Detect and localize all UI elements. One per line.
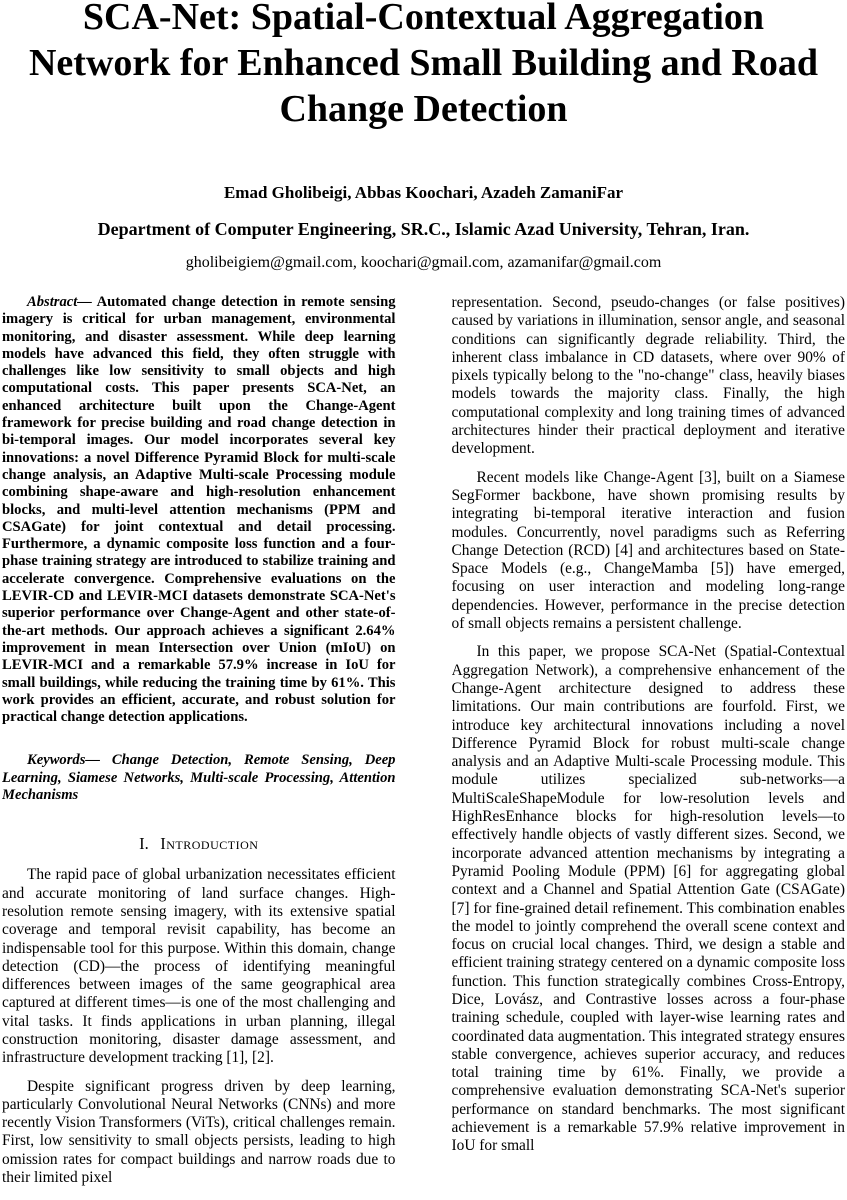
intro-paragraph-3: Recent models like Change-Agent [3], built on a Siamese SegFormer backbone, have shown promising results by integrating bi-temporal iterative interaction and fusion modules. Concurrently, novel paradigms such as Referring Change Detection (RCD) [4] and architectures based on State-Space Models (e.g., ChangeMamba [5]) have emerged, focusing on user interaction and modeling long-range dependencies. However, performance in the precise detection of small objects remains a persistent challenge. — [451, 468, 845, 633]
intro-paragraph-2: Despite significant progress driven by deep learning, particularly Convolutional Neural Networks (CNNs) and more recently Vision Transformers (ViTs), critical challenges remain. First, low sensitivity to small objects persists, leading to high omission rates for compact buildings and narrow roads due to their limited pixel — [2, 1077, 396, 1187]
two-column-body — [0, 294, 847, 1198]
section-heading-introduction — [2, 834, 396, 854]
section-number: I. — [139, 834, 149, 854]
keywords-paragraph — [2, 752, 396, 804]
intro-paragraph-4: In this paper, we propose SCA-Net (Spatial-Contextual Aggregation Network), a comprehensive enhancement of the Change-Agent architecture designed to address these limitations. Our main contributions are fourfold. First, we introduce key architectural innovations including a novel Difference Pyramid Block for robust multi-scale change analysis and an Adaptive Multi-scale Processing module. This module utilizes specialized sub-networks—a MultiScaleShapeModule for low-resolution levels and HighResEnhance blocks for high-resolution levels—to effectively handle objects of vastly different sizes. Second, we incorporate advanced attention mechanisms by integrating a Pyramid Pooling Module (PPM) [6] for aggregating global context and a Channel and Spatial Attention Gate (CSAGate) [7] for fine-grained detail refinement. This combination enables the model to jointly comprehend the overall scene context and focus on crucial local changes. Third, we design a stable and efficient training strategy centered on a dynamic composite loss function. This function strategically combines Cross-Entropy, Dice, Lovász, and Contrastive losses across a four-phase training schedule, coupled with layer-wise learning rates and coordinated data augmentation. This integrated strategy ensures stable convergence, achieves superior accuracy, and reduces total training time by 61%. Finally, we provide a comprehensive evaluation demonstrating SCA-Net's superior performance on standard benchmarks. The most significant achievement is a remarkable 57.9% relative improvement in IoU for small — [451, 643, 845, 1155]
intro-paragraph-1: The rapid pace of global urbanization necessitates efficient and accurate monitoring of land surface changes. High-resolution remote sensing imagery, with its extensive spatial coverage and temporal revisit capability, has become an indispensable tool for this purpose. Within this domain, change detection (CD)—the process of identifying meaningful differences between images of the same geographical area captured at different times—is one of the most challenging and vital tasks. It finds applications in urban planning, illegal construction monitoring, disaster damage assessment, and infrastructure development tracking [1], [2]. — [2, 866, 396, 1067]
left-column — [2, 294, 396, 1198]
keywords-text: Change Detection, Remote Sensing, Deep Learning, Siamese Networks, Multi-scale Processing, Attention Mechanisms — [2, 752, 396, 804]
right-column — [452, 294, 846, 1198]
abstract-text: Automated change detection in remote sensing imagery is critical for urban management, environmental monitoring, and disaster assessment. While deep learning models have advanced this field, they often struggle with challenges like low sensitivity to small objects and high computational costs. This paper presents SCA-Net, an enhanced architecture built upon the Change-Agent framework for precise building and road change detection in bi-temporal images. Our model incorporates several key innovations: a novel Difference Pyramid Block for multi-scale change analysis, an Adaptive Multi-scale Processing module combining shape-aware and high-resolution enhancement blocks, and multi-level attention mechanisms (PPM and CSAGate) for joint contextual and detail processing. Furthermore, a dynamic composite loss function and a four-phase training strategy are introduced to stabilize training and accelerate convergence. Comprehensive evaluations on the LEVIR-CD and LEVIR-MCI datasets demonstrate SCA-Net's superior performance over Change-Agent and other state-of-the-art methods. Our approach achieves a significant 2.64% improvement in mean Intersection over Union (mIoU) on LEVIR-MCI and a remarkable 57.9% increase in IoU for small buildings, while reducing the training time by 61%. This work provides an efficient, accurate, and robust solution for practical change detection applications. — [2, 294, 396, 726]
paper-title-line-1: SCA-Net: Spatial-Contextual Aggregation — [82, 0, 765, 38]
abstract-paragraph — [2, 294, 396, 726]
paper-title-line-2: Network for Enhanced Small Building and Road — [28, 42, 819, 84]
keywords-label: Keywords— — [27, 752, 100, 769]
affiliation-line: Department of Computer Engineering, SR.C., Islamic Azad University, Tehran, Iran. — [97, 219, 750, 239]
intro-paragraph-2-continued: representation. Second, pseudo-changes (or false positives) caused by variations in illumination, sensor angle, and seasonal conditions can significantly degrade reliability. Third, the inherent class imbalance in CD datasets, where over 90% of pixels typically belong to the "no-change" class, heavily biases models towards the majority class. Finally, the high computational complexity and long training times of advanced architectures hinder their practical deployment and iterative development. — [451, 294, 845, 458]
section-title: Introduction — [160, 834, 259, 854]
authors-line: Emad Gholibeigi, Abbas Koochari, Azadeh ZamaniFar — [223, 183, 624, 202]
paper-title-line-3: Change Detection — [279, 88, 568, 130]
emails-line: gholibeigiem@gmail.com, koochari@gmail.com, azamanifar@gmail.com — [185, 254, 662, 271]
paper-title — [0, 0, 847, 132]
abstract-label: Abstract— — [27, 294, 92, 310]
paper-header — [0, 0, 847, 273]
